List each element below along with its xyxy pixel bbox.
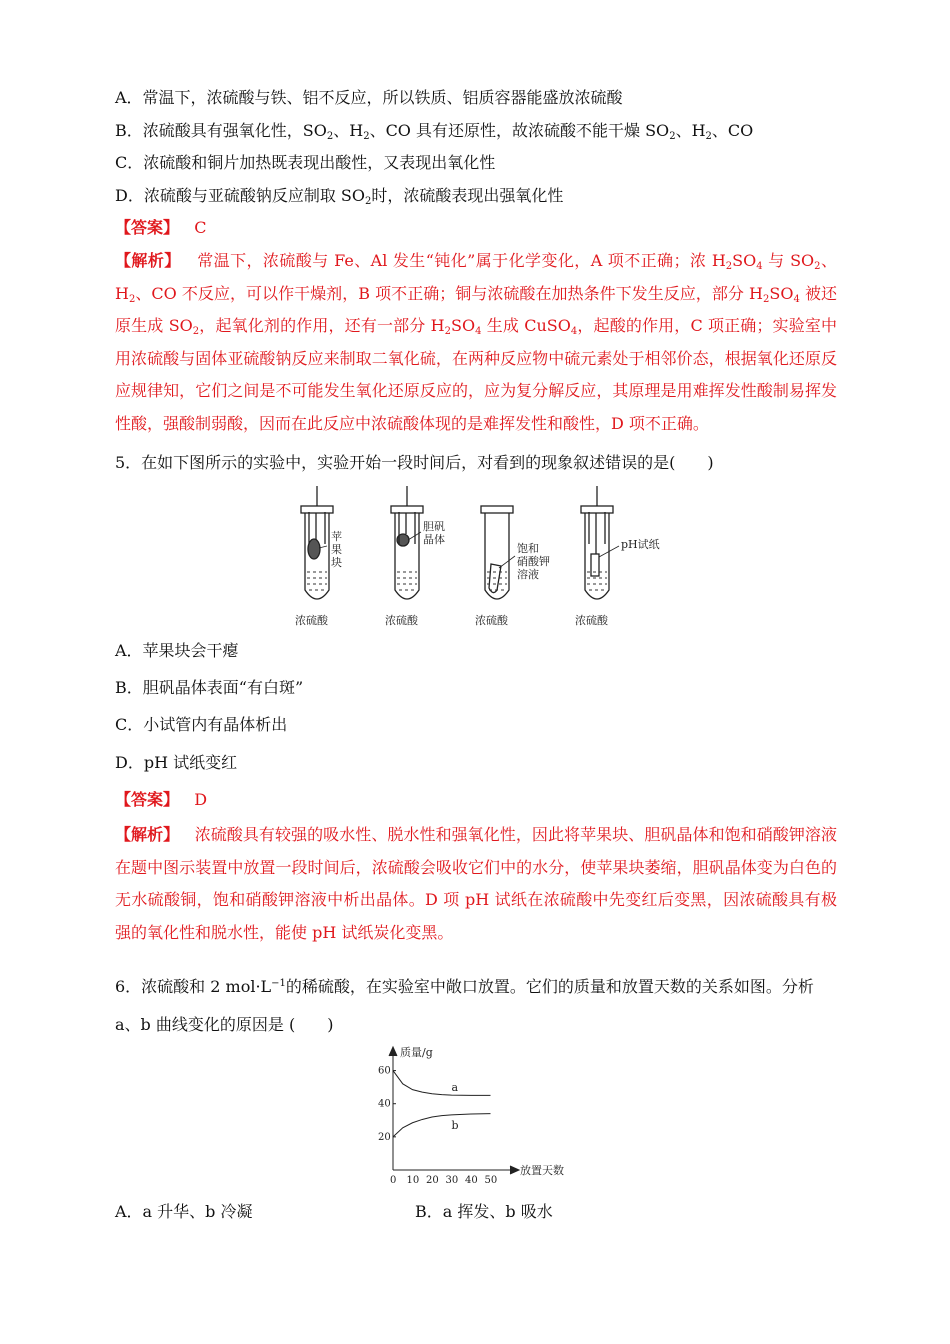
tube1-label-1: 苹 xyxy=(331,530,342,543)
tube3-label-2: 硝酸钾 xyxy=(517,555,550,568)
q5-option-b: B．胆矾晶体表面“有白斑” xyxy=(115,678,304,697)
tube4-label: pH试纸 xyxy=(621,538,660,551)
y-tick-label: 40 xyxy=(378,1098,391,1110)
q4-option-b: B．浓硫酸具有强氧化性，$SO_2$、$H_2$、CO 具有还原性，故浓硫酸不能干燥 $SO_2$、$H_2$、CO xyxy=(115,121,754,142)
x-tick-label: 0 xyxy=(390,1175,397,1186)
q5-option-a: A．苹果块会干瘪 xyxy=(115,641,239,660)
q6-stem-line2: a、b 曲线变化的原因是 ( ) xyxy=(115,1015,334,1034)
q5-option-c: C．小试管内有晶体析出 xyxy=(115,715,288,734)
tube4-bottom-label: 浓硫酸 xyxy=(575,614,608,627)
x-tick-label: 30 xyxy=(445,1175,459,1186)
q5-stem: 5．在如下图所示的实验中，实验开始一段时间后，对看到的现象叙述错误的是( ) xyxy=(115,453,714,472)
y-tick-label: 20 xyxy=(378,1131,391,1143)
x-tick-label: 10 xyxy=(406,1175,420,1186)
tube1-label-3: 块 xyxy=(331,556,342,569)
x-tick-label: 20 xyxy=(426,1175,439,1186)
q4-option-a: A．常温下，浓硫酸与铁、铝不反应，所以铁质、铝质容器能盛放浓硫酸 xyxy=(115,88,623,107)
tube3-bottom-label: 浓硫酸 xyxy=(475,614,508,627)
x-tick-label: 50 xyxy=(484,1175,498,1186)
tube2-label-2: 晶体 xyxy=(423,533,445,546)
tube2-bottom-label: 浓硫酸 xyxy=(385,614,418,627)
chart-xlabel: 放置天数 xyxy=(520,1164,564,1177)
tube3-label-3: 溶液 xyxy=(517,568,539,581)
q4-answer: 【答案】 C xyxy=(115,218,207,237)
series-label-a: a xyxy=(451,1081,459,1095)
series-label-b: b xyxy=(451,1118,459,1132)
chart-ylabel: 质量/g xyxy=(400,1046,433,1059)
x-tick-label: 40 xyxy=(465,1175,478,1186)
q4-option-d: D．浓硫酸与亚硫酸钠反应制取 $SO_2$时，浓硫酸表现出强氧化性 xyxy=(115,186,564,207)
series-line-a xyxy=(393,1071,491,1096)
tube2-label-1: 胆矾 xyxy=(423,520,445,533)
q5-analysis: 【解析】 浓硫酸具有较强的吸水性、脱水性和强氧化性，因此将苹果块、胆矾晶体和饱和硝酸钾溶液在题中图示装置中放置一段时间后，浓硫酸会吸收它们中的水分，使苹果块萎缩，胆矾晶体变为白色的无水硫酸铜，饱和硝酸钾溶液中析出晶体。D 项 pH 试纸在浓硫酸中先变红后变黑，因浓硫酸具有极强的氧化性和脱水性，能使 pH 试纸炭化变黑。 xyxy=(115,825,837,942)
q6-stem-line1: 6．浓硫酸和 2 $mol\cdot L^{-1}$的稀硫酸，在实验室中敞口放置。它们的质量和放置天数的关系如图。分析 xyxy=(115,977,814,996)
tube1-label-2: 果 xyxy=(331,543,342,556)
series-line-b xyxy=(393,1114,491,1137)
q4-option-c: C．浓硫酸和铜片加热既表现出酸性，又表现出氧化性 xyxy=(115,153,496,172)
q5-option-d: D．pH 试纸变红 xyxy=(115,753,238,772)
q5-answer: 【答案】 D xyxy=(115,790,208,809)
test-tube-figure xyxy=(285,482,675,632)
q6-option-b: B．a 挥发、b 吸水 xyxy=(415,1202,553,1221)
y-tick-label: 60 xyxy=(378,1065,391,1077)
tube1-bottom-label: 浓硫酸 xyxy=(295,614,328,627)
tube3-label-1: 饱和 xyxy=(517,542,539,555)
mass-days-chart xyxy=(360,1044,580,1188)
q4-analysis: 【解析】 常温下，浓硫酸与 Fe、Al 发生“钝化”属于化学变化，A 项不正确；浓 $H_2SO_4$ 与 $SO_2$、$H_2$、CO 不反应，可以作干燥剂，B 项不正确；铜与浓硫酸在加热条件下发生反应，部分 $H_2SO_4$ 被还原生成 $SO_2$，起氧化剂的作用，还有一部分 $H_2SO_4$ 生成 CuSO$_4$，起酸的作用，C 项正确；实验室中用浓硫酸与固体亚硫酸钠反应来制取二氧化硫，在两种反应物中硫元素处于相邻价态，根据氧化还原反应规律知，它们之间是不可能发生氧化还原反应的，应为复分解反应，其原理是用难挥发性酸制易挥发性酸，强酸制弱酸，因而在此反应中浓硫酸体现的是难挥发性和酸性，D 项不正确。 xyxy=(115,251,837,433)
q6-option-a: A．a 升华、b 冷凝 xyxy=(115,1202,253,1221)
